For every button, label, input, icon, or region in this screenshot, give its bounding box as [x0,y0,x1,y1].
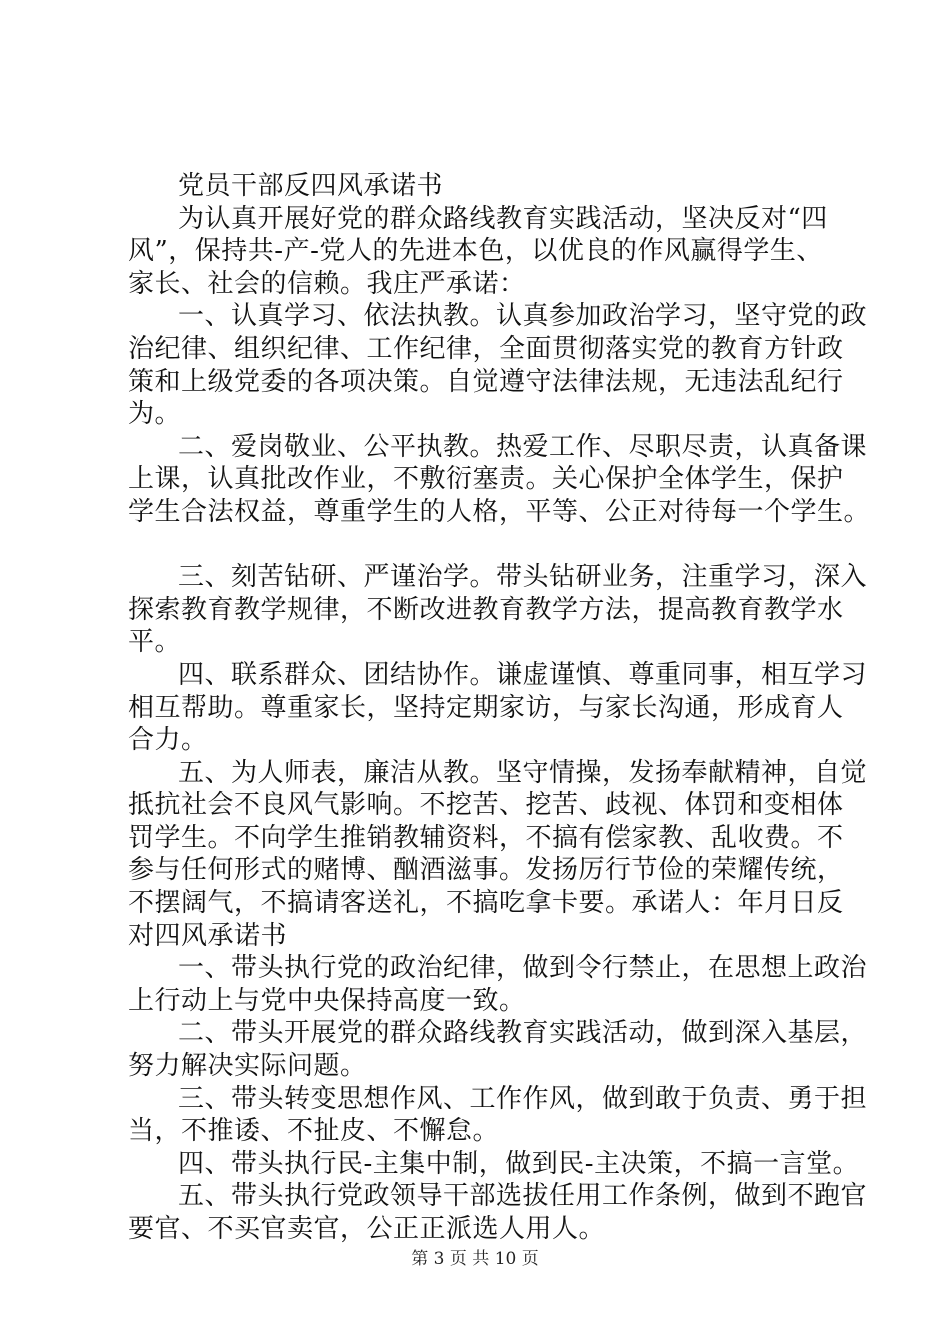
text-line: 五、带头执行党政领导干部选拔任用工作条例，做到不跑官 [178,1181,868,1212]
text-line: 为。 [128,399,182,430]
text-line: 探索教育教学规律，不断改进教育教学方法，提高教育教学水 [128,594,844,625]
text-line: 合力。 [128,725,208,756]
text-line: 罚学生。不向学生推销教辅资料，不搞有偿家教、乱收费。不 [128,822,844,853]
text-line: 为认真开展好党的群众路线教育实践活动，坚决反对“四 [178,203,828,234]
text-line: 二、爱岗敬业、公平执教。热爱工作、尽职尽责，认真备课 [178,431,868,462]
text-line: 二、带头开展党的群众路线教育实践活动，做到深入基层， [178,1018,868,1049]
document-body [128,170,871,1246]
text-line: 上课，认真批改作业，不敷衍塞责。关心保护全体学生，保护 [128,464,844,495]
text-line: 上行动上与党中央保持高度一致。 [128,985,526,1016]
text-line: 三、刻苦钻研、严谨治学。带头钻研业务，注重学习，深入 [178,562,868,593]
blank-line [128,529,846,562]
text-line: 当，不推诿、不扯皮、不懈怠。 [128,1116,500,1147]
text-line: 学生合法权益，尊重学生的人格，平等、公正对待每一个学生。 [128,496,871,527]
text-line: 四、带头执行民-主集中制，做到民-主决策，不搞一言堂。 [178,1148,860,1179]
text-line: 家长、社会的信赖。我庄严承诺： [128,268,526,299]
page-footer: 第 3 页 共 10 页 [411,1249,539,1269]
text-line: 抵抗社会不良风气影响。不挖苦、挖苦、歧视、体罚和变相体 [128,790,844,821]
text-line: 要官、不买官卖官，公正正派选人用人。 [128,1214,606,1244]
text-line: 平。 [128,627,182,658]
text-line: 三、带头转变思想作风、工作作风，做到敢于负责、勇于担 [178,1083,868,1114]
text-line: 策和上级党委的各项决策。自觉遵守法律法规，无违法乱纪行 [128,366,844,397]
text-line: 对四风承诺书 [128,920,288,951]
document-title: 党员干部反四风承诺书 [178,171,444,201]
text-line: 一、带头执行党的政治纪律，做到令行禁止，在思想上政治 [178,953,868,984]
text-line: 相互帮助。尊重家长，坚持定期家访，与家长沟通，形成育人 [128,692,844,723]
text-line: 风”，保持共-产-党人的先进本色，以优良的作风赢得学生、 [128,236,823,267]
text-line: 努力解决实际问题。 [128,1051,367,1082]
text-line: 一、认真学习、依法执教。认真参加政治学习，坚守党的政 [178,301,868,332]
text-line: 参与任何形式的赌博、酗酒滋事。发扬厉行节俭的荣耀传统， [128,855,844,886]
text-line: 不摆阔气，不搞请客送礼，不搞吃拿卡要。承诺人：年月日反 [128,888,844,919]
text-line: 治纪律、组织纪律、工作纪律，全面贯彻落实党的教育方针政 [128,333,844,364]
text-line: 五、为人师表，廉洁从教。坚守情操，发扬奉献精神，自觉 [178,757,868,788]
text-line: 四、联系群众、团结协作。谦虚谨慎、尊重同事，相互学习 [178,659,868,690]
